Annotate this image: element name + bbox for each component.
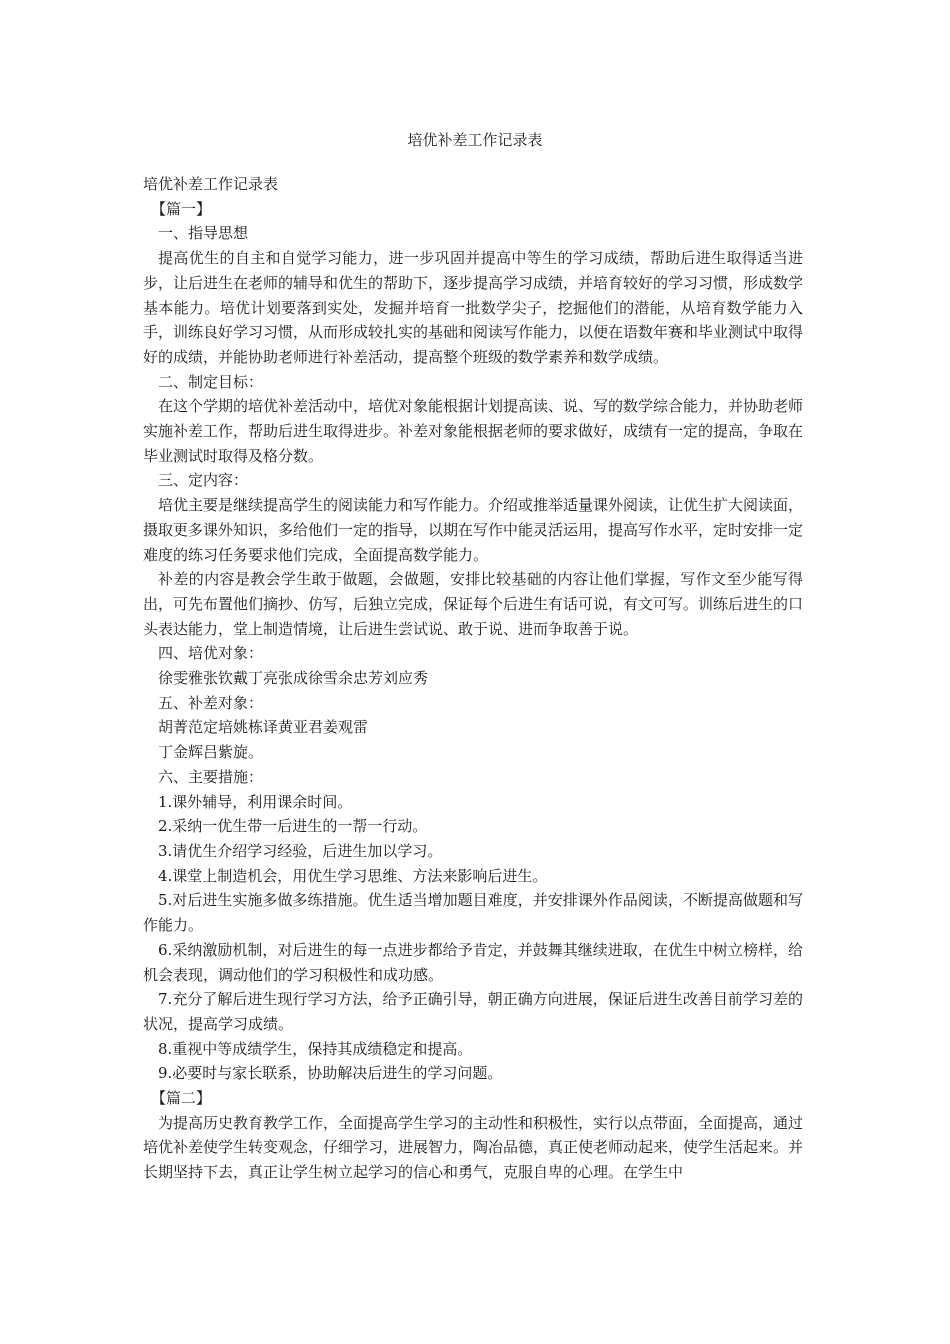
document-title: 培优补差工作记录表 xyxy=(407,131,543,149)
section3-body-2: 补差的内容是教会学生敢于做题，会做题，安排比较基础的内容让他们掌握，写作文至少能写得出，可先布置他们摘抄、仿写，后独立完成，保证每个后进生有话可说，有文可写。训练后进生的口头表达能力，堂上制造情境，让后进生尝试说、敢于说、进而争取善于说。 xyxy=(143,570,804,638)
part2-body: 为提高历史教育教学工作，全面提高学生学习的主动性和积极性，实行以点带面，全面提高，通过培优补差使学生转变观念，仔细学习，进展智力，陶冶品德，真正使老师动起来，使学生活起来。并长期坚持下去，真正让学生树立起学习的信心和勇气，克服自卑的心理。在学生中 xyxy=(143,1113,804,1182)
measure-item: 5.对后进生实施多做多练措施。优生适当增加题目难度，并安排课外作品阅读，不断提高做题和写作能力。 xyxy=(143,891,803,935)
section2-body: 在这个学期的培优补差活动中，培优对象能根据计划提高读、说、写的数学综合能力，并协助老师实施补差工作，帮助后进生取得进步。补差对象能根据老师的要求做好，成绩有一定的提高，争取在毕业测试时取得及格分数。 xyxy=(143,397,804,465)
section5-body-1: 胡菁范定培姚栋译黄亚君姜观雷 xyxy=(158,718,369,737)
measure-item: 3.请优生介绍学习经验，后进生加以学习。 xyxy=(158,841,443,860)
measure-item: 2.采纳一优生带一后进生的一帮一行动。 xyxy=(158,817,428,836)
part2-heading: 【篇二】 xyxy=(151,1089,212,1108)
measure-item: 9.必要时与家长联系，协助解决后进生的学习问题。 xyxy=(158,1064,503,1083)
section3-body-1: 培优主要是继续提高学生的阅读能力和写作能力。介绍或推举适量课外阅读，让优生扩大阅读面，摄取更多课外知识，多给他们一定的指导，以期在写作中能灵活运用，提高写作水平，定时安排一定难度的练习任务要求他们完成，全面提高数学能力。 xyxy=(143,496,804,564)
section4-body: 徐雯雅张钦戴丁亮张成徐雪余忠芳刘应秀 xyxy=(158,669,429,688)
section3-title: 三、定内容： xyxy=(158,471,249,490)
document-subtitle: 培优补差工作记录表 xyxy=(143,175,279,193)
measure-item: 8.重视中等成绩学生，保持其成绩稳定和提高。 xyxy=(158,1039,473,1058)
measure-item: 1.课外辅导，利用课余时间。 xyxy=(158,792,353,811)
section5-body-2: 丁金辉吕紫旋。 xyxy=(158,743,264,762)
section2-title: 二、制定目标： xyxy=(158,372,264,391)
document-body xyxy=(143,172,803,1185)
section1-body: 提高优生的自主和自觉学习能力，进一步巩固并提高中等生的学习成绩，帮助后进生取得适当进步，让后进生在老师的辅导和优生的帮助下，逐步提高学习成绩，并培育较好的学习习惯，形成数学基本能力。培优计划要落到实处，发掘并培育一批数学尖子，挖掘他们的潜能，从培育数学能力入手，训练良好学习习惯，从而形成较扎实的基础和阅读写作能力，以便在语数年赛和毕业测试中取得好的成绩，并能协助老师进行补差活动，提高整个班级的数学素养和数学成绩。 xyxy=(143,249,804,366)
section5-title: 五、补差对象： xyxy=(158,693,264,712)
measure-item: 6.采纳激励机制，对后进生的每一点进步都给予肯定，并鼓舞其继续进取，在优生中树立榜样，给机会表现，调动他们的学习积极性和成功感。 xyxy=(143,940,803,984)
measure-item: 7.充分了解后进生现行学习方法，给予正确引导，朝正确方向进展，保证后进生改善目前学习差的状况，提高学习成绩。 xyxy=(143,990,803,1033)
section6-title: 六、主要措施： xyxy=(158,767,264,786)
section1-title: 一、指导思想 xyxy=(158,224,249,243)
measure-item: 4.课堂上制造机会，用优生学习思维、方法来影响后进生。 xyxy=(158,866,548,885)
section4-title: 四、培优对象： xyxy=(158,644,264,663)
part1-heading: 【篇一】 xyxy=(151,199,212,218)
